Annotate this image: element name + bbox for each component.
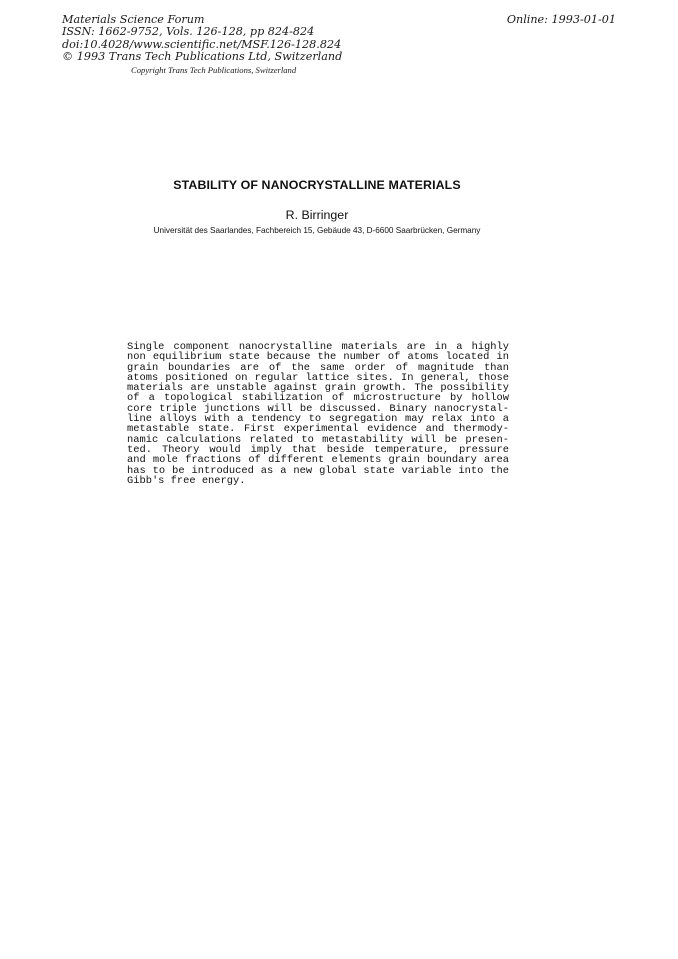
abstract-line: Single component nanocrystalline materials are in a highly	[127, 341, 509, 353]
abstract-line: core triple junctions will be discussed. Binary nanocrystal-	[127, 402, 509, 415]
abstract-line: and mole fractions of different elements grain boundary area	[127, 454, 509, 467]
abstract-line: has to be introduced as a new global state variable into the	[127, 464, 509, 477]
journal-name: Materials Science Forum	[62, 13, 205, 26]
abstract-line: grain boundaries are of the same order of magnitude than	[127, 361, 509, 374]
abstract-line: metastable state. First experimental evidence and thermody-	[127, 423, 509, 436]
abstract-line: materials are unstable against grain growth. The possibility	[127, 382, 509, 395]
paper-author: R. Birringer	[285, 208, 349, 222]
doi-line: doi:10.4028/www.scientific.net/MSF.126-128.824	[62, 37, 342, 51]
abstract-line: ted. Theory would imply that beside temperature, pressure	[127, 443, 509, 456]
issn-line: ISSN: 1662-9752, Vols. 126-128, pp 824-824	[62, 25, 315, 39]
abstract-line: atoms positioned on regular lattice sites. In general, those	[127, 371, 509, 384]
abstract-line: line alloys with a tendency to segregation may relax into a	[127, 413, 509, 426]
online-date: Online: 1993-01-01	[506, 13, 616, 26]
publisher-line: © 1993 Trans Tech Publications Ltd, Switzerland	[62, 50, 343, 64]
citation-header	[62, 14, 342, 64]
abstract-line: non equilibrium state because the number of atoms located in	[127, 351, 509, 364]
author-affiliation: Universität des Saarlandes, Fachbereich 15, Gebäude 43, D-6600 Saarbrücken, Germany	[153, 226, 481, 235]
abstract-line: Gibb's free energy.	[127, 474, 246, 487]
abstract-line: namic calculations related to metastability will be presen-	[127, 433, 509, 446]
abstract-text	[127, 342, 509, 486]
paper-title: STABILITY OF NANOCRYSTALLINE MATERIALS	[173, 178, 461, 192]
copyright-notice: Copyright Trans Tech Publications, Switzerland	[131, 65, 297, 75]
abstract-line: of a topological stabilization of microstructure by hollow	[127, 392, 509, 405]
